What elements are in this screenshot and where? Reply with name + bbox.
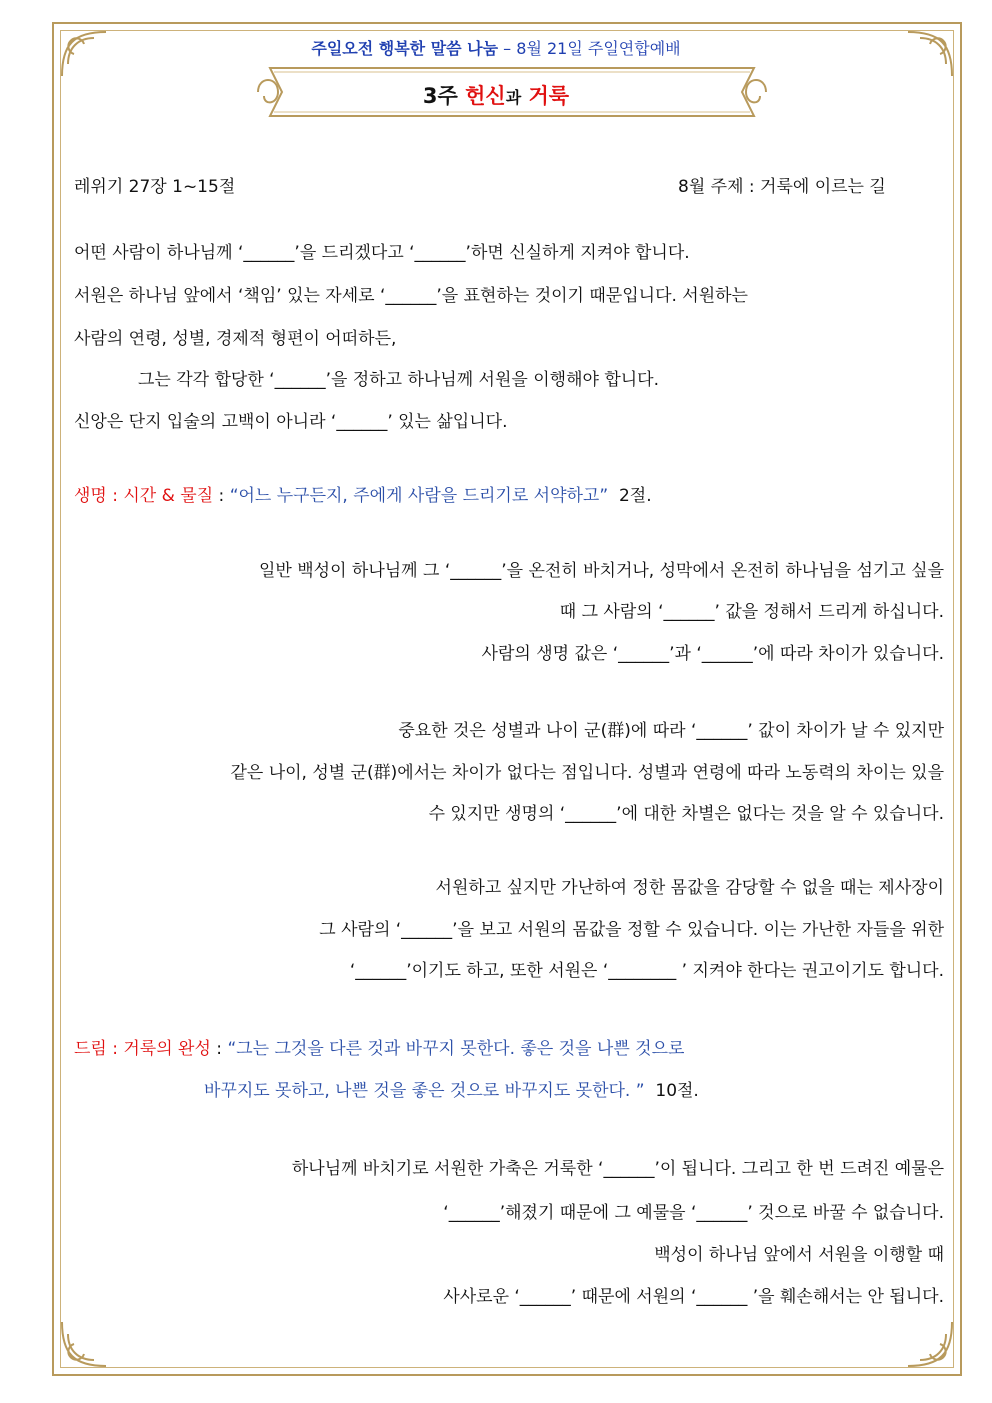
section-separator: : (213, 486, 230, 506)
body-line: ‘______’이기도 하고, 또한 서원은 ‘________ ’ 지켜야 한다는 권고이기도 합니다. (349, 961, 944, 981)
title-week: 3주 (422, 84, 458, 108)
verse-number: 2절. (618, 486, 652, 506)
body-line: 때 그 사람의 ‘______’ 값을 정해서 드리게 하십니다. (559, 602, 944, 622)
scripture-quote: “어느 누구든지, 주에게 사람을 드리기로 서약하고” (229, 486, 609, 506)
section-heading-life (74, 485, 652, 507)
scripture-quote: 바꾸지도 못하고, 나쁜 것을 좋은 것으로 바꾸지도 못한다. ” (204, 1081, 645, 1101)
service-date: – 8월 21일 주일연합예배 (498, 39, 681, 58)
body-line: 사사로운 ‘______’ 때문에 서원의 ‘______ ’을 훼손해서는 안 됩니다. (443, 1287, 944, 1307)
body-line: 같은 나이, 성별 군(群)에서는 차이가 없다는 점입니다. 성별과 연령에 따라 노동력의 차이는 있을 (230, 763, 944, 783)
service-header (0, 36, 992, 59)
sermon-title (0, 80, 992, 110)
body-line: ‘______’해졌기 때문에 그 예물을 ‘______’ 것으로 바꿀 수 없습니다. (443, 1203, 944, 1223)
intro-line: 사람의 연령, 성별, 경제적 형편이 어떠하든, (74, 329, 397, 349)
section-quote-continued (204, 1080, 699, 1102)
body-line: 서원하고 싶지만 가난하여 정한 몸값을 감당할 수 없을 때는 제사장이 (435, 878, 944, 898)
body-line: 수 있지만 생명의 ‘______’에 대한 차별은 없다는 것을 알 수 있습니다. (428, 804, 944, 824)
intro-line: 그는 각각 합당한 ‘______’을 정하고 하나님께 서원을 이행해야 합니다. (138, 370, 659, 390)
monthly-theme: 8월 주제 : 거룩에 이르는 길 (678, 177, 886, 197)
corner-ornament-bottom-left (54, 1314, 114, 1374)
scripture-reference: 레위기 27장 1~15절 (74, 177, 236, 197)
body-line: 사람의 생명 값은 ‘______’과 ‘______’에 따라 차이가 있습니다. (481, 644, 944, 664)
title-conjunction: 과 (505, 88, 522, 107)
scripture-quote: “그는 그것을 다른 것과 바꾸지 못한다. 좋은 것을 나쁜 것으로 (227, 1039, 685, 1059)
corner-ornament-bottom-right (900, 1314, 960, 1374)
body-line: 일반 백성이 하나님께 그 ‘______’을 온전히 바치거나, 성막에서 온전히 하나님을 섬기고 싶을 (258, 561, 944, 581)
title-word-dedication: 헌신 (465, 84, 506, 108)
body-line: 중요한 것은 성별과 나이 군(群)에 따라 ‘______’ 값이 차이가 날 수 있지만 (398, 721, 944, 741)
body-line: 그 사람의 ‘______’을 보고 서원의 몸값을 정할 수 있습니다. 이는 가난한 자들을 위한 (319, 920, 944, 940)
section-heading-offering (74, 1038, 684, 1060)
title-word-holiness: 거룩 (528, 84, 570, 108)
intro-line: 어떤 사람이 하나님께 ‘______’을 드리겠다고 ‘______’하면 신실하게 지켜야 합니다. (74, 243, 690, 263)
section-label: 생명 : 시간 & 물질 (74, 486, 214, 506)
body-line: 하나님께 바치기로 서원한 가축은 거룩한 ‘______’이 됩니다. 그리고 한 번 드려진 예물은 (291, 1159, 944, 1179)
service-title: 주일오전 행복한 말씀 나눔 (311, 39, 499, 58)
intro-line: 신앙은 단지 입술의 고백이 아니라 ‘______’ 있는 삶입니다. (74, 412, 508, 432)
verse-number: 10절. (655, 1081, 699, 1101)
body-line: 백성이 하나님 앞에서 서원을 이행할 때 (654, 1245, 944, 1265)
section-separator: : (210, 1039, 228, 1059)
section-label: 드림 : 거룩의 완성 (74, 1039, 211, 1059)
intro-line: 서원은 하나님 앞에서 ‘책임’ 있는 자세로 ‘______’을 표현하는 것이기 때문입니다. 서원하는 (74, 286, 748, 306)
